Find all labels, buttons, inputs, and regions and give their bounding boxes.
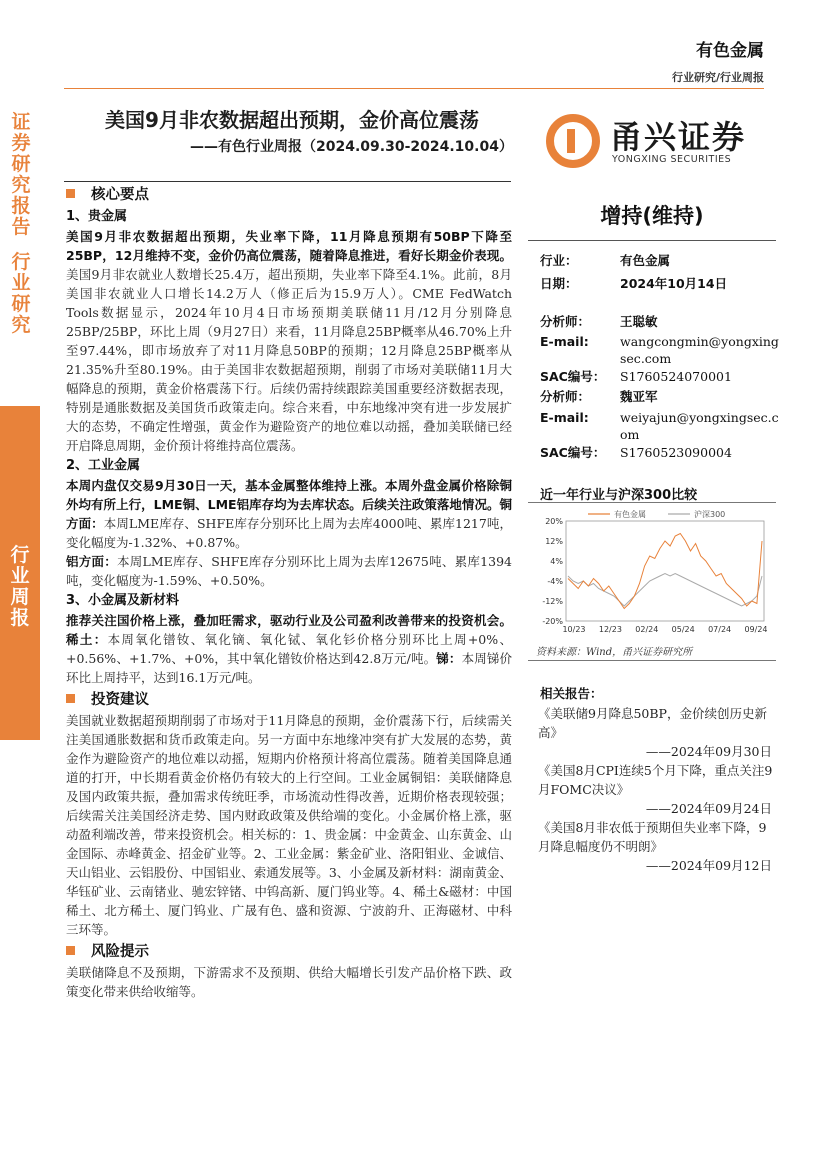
rating-divider [528, 240, 776, 241]
x-tick-label: 05/24 [671, 625, 695, 634]
logo-en-text: YONGXING SECURITIES [612, 154, 732, 165]
header-divider [64, 88, 764, 89]
series-line [568, 534, 762, 609]
chart-legend [588, 509, 725, 519]
legend-label: 沪深300 [694, 510, 726, 519]
y-tick-label: -4% [547, 577, 563, 586]
company-logo [546, 110, 766, 172]
left-sidebar [0, 0, 40, 1169]
rating: 增持(维持) [600, 204, 704, 228]
header-category: 有色金属 [696, 41, 764, 61]
y-axis-ticks [542, 517, 563, 626]
industrial-metals-paragraph: 本周内盘仅交易9月30日一天，基本金属整体维持上涨。本周外盘金属价格除铜外均有所上行，LME铜、LME铝库存均为去库状态。后续关注政策落地情况。铜方面：本周LME库存、SHFE库存分别环比上周为去库4000吨、累库1217吨，变化幅度为-1.32%、+0.87%。 [66, 478, 512, 550]
section-key-points: 核心要点 [66, 184, 512, 206]
plot-area [566, 521, 764, 621]
source-divider [528, 660, 776, 661]
report-subtitle: ——有色行业周报（2024.09.30-2024.10.04） [190, 139, 513, 155]
comparison-chart [530, 506, 770, 641]
subsection-industrial-metals: 2、工业金属 [66, 458, 141, 473]
y-tick-label: -20% [542, 617, 563, 626]
section-investment-advice: 投资建议 [66, 689, 512, 711]
minor-metals-paragraph: 推荐关注国价格上涨，叠加旺需求，驱动行业及公司盈利改善带来的投资机会。稀土：本周氧化镨钕、氧化镝、氧化铽、氧化钐价格分别环比上周+0%、+0.56%、+1.7%、+0%，其中氧化镨钕价格达到42.8万元/吨。锑：本周锑价环比上周持平，达到16.1万元/吨。 [66, 613, 512, 685]
related-reports-title: 相关报告： [540, 686, 603, 701]
report-title: 美国9月非农数据超出预期，金价高位震荡 [105, 108, 479, 132]
x-tick-label: 07/24 [708, 625, 732, 634]
sidebar-report-type: 证券研究报告 [11, 111, 31, 238]
y-tick-label: -12% [542, 597, 563, 606]
logo-mark-icon [546, 114, 600, 168]
risk-paragraph: 美联储降息不及预期，下游需求不及预期、供给大幅增长引发产品价格下跌、政策变化带来供给收缩等。 [66, 965, 512, 999]
series-lines [568, 534, 762, 609]
section-risk: 风险提示 [66, 941, 512, 963]
investment-advice-paragraph: 美国就业数据超预期削弱了市场对于11月降息的预期，金价震荡下行，后续需关注美国通胀数据和货币政策走向。另一方面中东地缘冲突有扩大发展的态势，黄金作为避险资产的地位难以动摇，短期内价格预计将高位震荡。随着美国降息通道的打开，中长期看黄金价格仍有较大的上行空间。工业金属铜铝：美联储降息及国内政策共振，叠加需求传统旺季，市场流动性得改善，近期价格表现较强；后续需关注美国经济走势、国内财政政策及供给端的变化。小金属价格上涨，驱动盈利端改善，带来投资机会。相关标的：1、贵金属：中金黄金、山东黄金、山金国际、赤峰黄金、招金矿业等。2、工业金属：紫金矿业、洛阳钼业、金诚信、天山铝业、云铝股份、中国铝业、索通发展等。3、小金属及新材料：湖南黄金、华钰矿业、云南锗业、驰宏锌锗、中钨高新、厦门钨业等。4、稀土&磁材：中国稀土、北方稀土、厦门钨业、广晟有色、盛和资源、宁波韵升、正海磁材、中科三环等。 [66, 713, 512, 937]
x-tick-label: 09/24 [744, 625, 768, 634]
x-axis-ticks [562, 625, 767, 634]
sidebar-band-label: 行业周报 [10, 544, 30, 629]
related-report-3[interactable]: 《美国8月非农低于预期但失业率下降，9月降息幅度仍不明朗》 ——2024年09月12日 [538, 820, 772, 873]
related-report-2[interactable]: 《美国8月CPI连续5个月下降，重点关注9月FOMC决议》 ——2024年09月24日 [538, 763, 773, 816]
subsection-minor-metals: 3、小金属及新材料 [66, 593, 180, 608]
related-report-1[interactable]: 《美联储9月降息50BP，金价续创历史新高》 ——2024年09月30日 [538, 706, 772, 759]
x-tick-label: 10/23 [562, 625, 586, 634]
subsection-precious-metals: 1、贵金属 [66, 209, 128, 224]
y-tick-label: 12% [545, 537, 563, 546]
logo-cn-text: 甬兴证券 [610, 118, 747, 156]
legend-label: 有色金属 [614, 510, 646, 519]
y-tick-label: 4% [550, 557, 563, 566]
chart-source: 资料来源：Wind，甬兴证券研究所 [536, 647, 693, 658]
chart-top-divider [528, 502, 776, 503]
precious-metals-paragraph: 美国9月非农数据超出预期，失业率下降，11月降息预期有50BP下降至25BP，12月维持不变，金价仍高位震荡，随着降息推进，看好长期金价表现。美国9月非农就业人数增长25.4万，超出预期，失业率下降至4.1%。此前，8月美国非农就业人口增长14.2万人（修正后为15.9万人）。CME FedWatch Tools数据显示，2024年10月4日市场预期美联储11月/12月分别降息25BP/25BP，环比上周（9月27日）来看，11月降息25BP概率从46.70%上升至97.44%，即市场放弃了对11月降息50BP的预期；12月降息25BP概率从21.35%升至80.19%。由于美国非农数据超预期，削弱了市场对美联储11月大幅降息的预期，黄金价格震荡下行。后续仍需持续跟踪美国重要经济数据表现，特别是通胀数据及美国货币政策走向。综合来看，中东地缘冲突有进一步发展扩大的态势，不确定性增强，黄金作为避险资产的地位难以动摇，叠加美联储已经开启降息周期，金价预计将维持高位震荡。 [66, 229, 512, 453]
square-bullet-icon [66, 189, 75, 198]
y-tick-label: 20% [545, 517, 563, 526]
header-subcategory: 行业研究/行业周报 [671, 71, 764, 84]
x-tick-label: 02/24 [635, 625, 659, 634]
square-bullet-icon [66, 946, 75, 955]
sidebar-research-type: 行业研究 [11, 251, 31, 336]
square-bullet-icon [66, 694, 75, 703]
aluminum-paragraph: 铝方面：本周LME库存、SHFE库存分别环比上周为去库12675吨、累库1394吨，变化幅度为-1.59%、+0.50%。 [66, 554, 512, 588]
sidebar-top-label [6, 112, 36, 336]
chart-title: 近一年行业与沪深300比较 [540, 488, 698, 503]
x-tick-label: 12/23 [598, 625, 622, 634]
main-content [66, 182, 512, 1001]
header-right [672, 36, 764, 85]
